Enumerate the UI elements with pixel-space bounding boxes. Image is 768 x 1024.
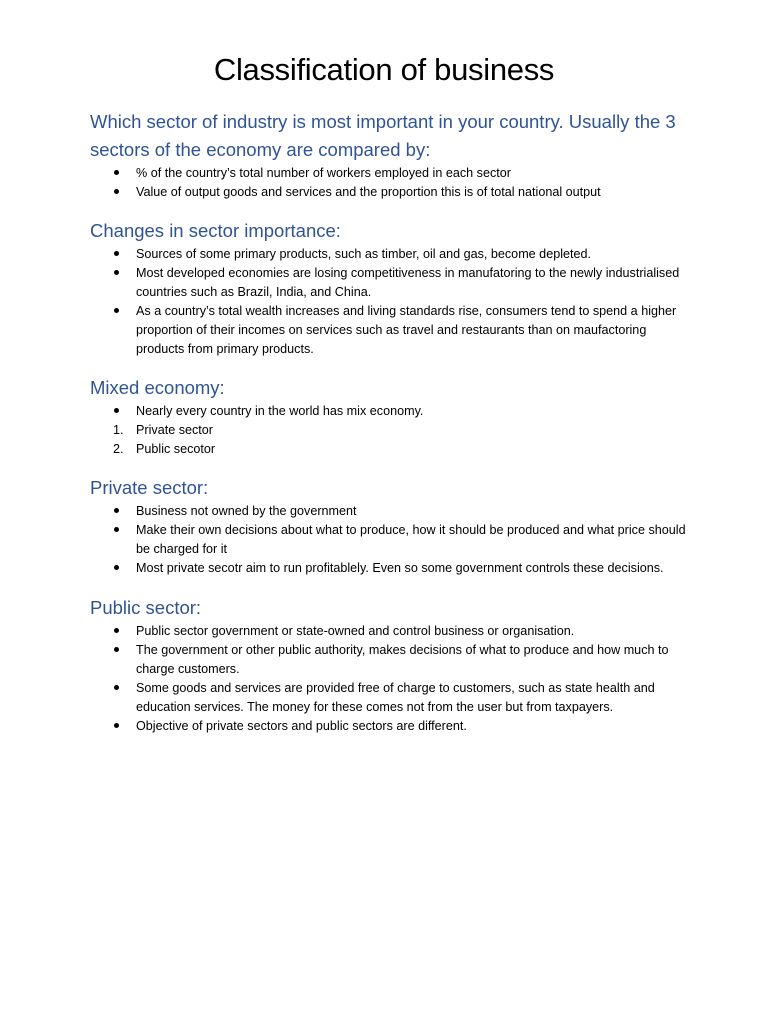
page-title: Classification of business xyxy=(213,52,555,87)
list-item xyxy=(90,641,690,679)
bullet-icon xyxy=(112,302,132,321)
list-item xyxy=(90,183,690,202)
list-item xyxy=(90,717,690,736)
list-item-text: Sources of some primary products, such as timber, oil and gas, become depleted. xyxy=(136,247,592,261)
numbered-list-item xyxy=(90,421,690,440)
section-public-sector xyxy=(90,594,690,736)
bullet-list xyxy=(90,164,690,202)
list-item xyxy=(90,622,690,641)
bullet-icon xyxy=(112,717,132,736)
bullet-list xyxy=(90,502,690,578)
list-item-text: Make their own decisions about what to produce, how it should be produced and what price should be charged for it xyxy=(136,523,686,556)
list-item xyxy=(90,302,690,359)
section-private-sector xyxy=(90,474,690,578)
bullet-icon xyxy=(112,164,132,183)
list-item-text: Nearly every country in the world has mix economy. xyxy=(136,404,424,418)
list-item xyxy=(90,679,690,717)
list-item-text: % of the country’s total number of workers employed in each sector xyxy=(136,166,511,180)
list-item-text: Value of output goods and services and the proportion this is of total national output xyxy=(136,185,601,199)
bullet-icon xyxy=(112,521,132,540)
list-number: 2. xyxy=(113,442,124,456)
list-item-text: Business not owned by the government xyxy=(136,504,357,518)
list-item-text: As a country’s total wealth increases and living standards rise, consumers tend to spend a higher proportion of their incomes on services such as travel and restaurants than on maufactoring products from primary products. xyxy=(136,304,677,356)
list-item-text: The government or other public authority, makes decisions of what to produce and how much to charge customers. xyxy=(136,643,669,676)
bullet-icon xyxy=(112,264,132,283)
list-item xyxy=(90,164,690,183)
bullet-icon xyxy=(112,641,132,660)
list-item-text: Some goods and services are provided free of charge to customers, such as state health and education services. The money for these comes not from the user but from taxpayers. xyxy=(136,681,655,714)
bullet-icon xyxy=(112,502,132,521)
list-item-text: Private sector xyxy=(136,423,213,437)
list-item xyxy=(90,402,690,421)
list-item xyxy=(90,559,690,578)
list-item-text: Objective of private sectors and public sectors are different. xyxy=(136,719,467,733)
bullet-list xyxy=(90,622,690,736)
list-number: 1. xyxy=(113,423,124,437)
section-mixed-economy xyxy=(90,374,690,459)
numbered-list-item xyxy=(90,440,690,459)
list-item xyxy=(90,245,690,264)
bullet-icon xyxy=(112,622,132,641)
bullet-icon xyxy=(112,245,132,264)
bullet-list xyxy=(90,245,690,359)
section-heading: Public sector: xyxy=(90,597,202,618)
list-item xyxy=(90,502,690,521)
section-sector-comparison xyxy=(90,108,690,202)
section-heading: Mixed economy: xyxy=(90,377,225,398)
bullet-icon xyxy=(112,402,132,421)
list-item-text: Most private secotr aim to run profitablely. Even so some government controls these decisions. xyxy=(136,561,664,575)
list-item xyxy=(90,264,690,302)
list-item-text: Public secotor xyxy=(136,442,216,456)
bullet-icon xyxy=(112,183,132,202)
bullet-list xyxy=(90,402,690,459)
bullet-icon xyxy=(112,559,132,578)
list-item-text: Most developed economies are losing competitiveness in manufatoring to the newly industrialised countries such as Brazil, India, and China. xyxy=(136,266,680,299)
bullet-icon xyxy=(112,679,132,698)
section-heading: Changes in sector importance: xyxy=(90,220,341,241)
section-changes-in-sector-importance xyxy=(90,217,690,359)
section-heading: Private sector: xyxy=(90,477,209,498)
section-heading: Which sector of industry is most important in your country. Usually the 3 sectors of the economy are compared by: xyxy=(90,111,676,160)
list-item-text: Public sector government or state-owned and control business or organisation. xyxy=(136,624,575,638)
list-item xyxy=(90,521,690,559)
